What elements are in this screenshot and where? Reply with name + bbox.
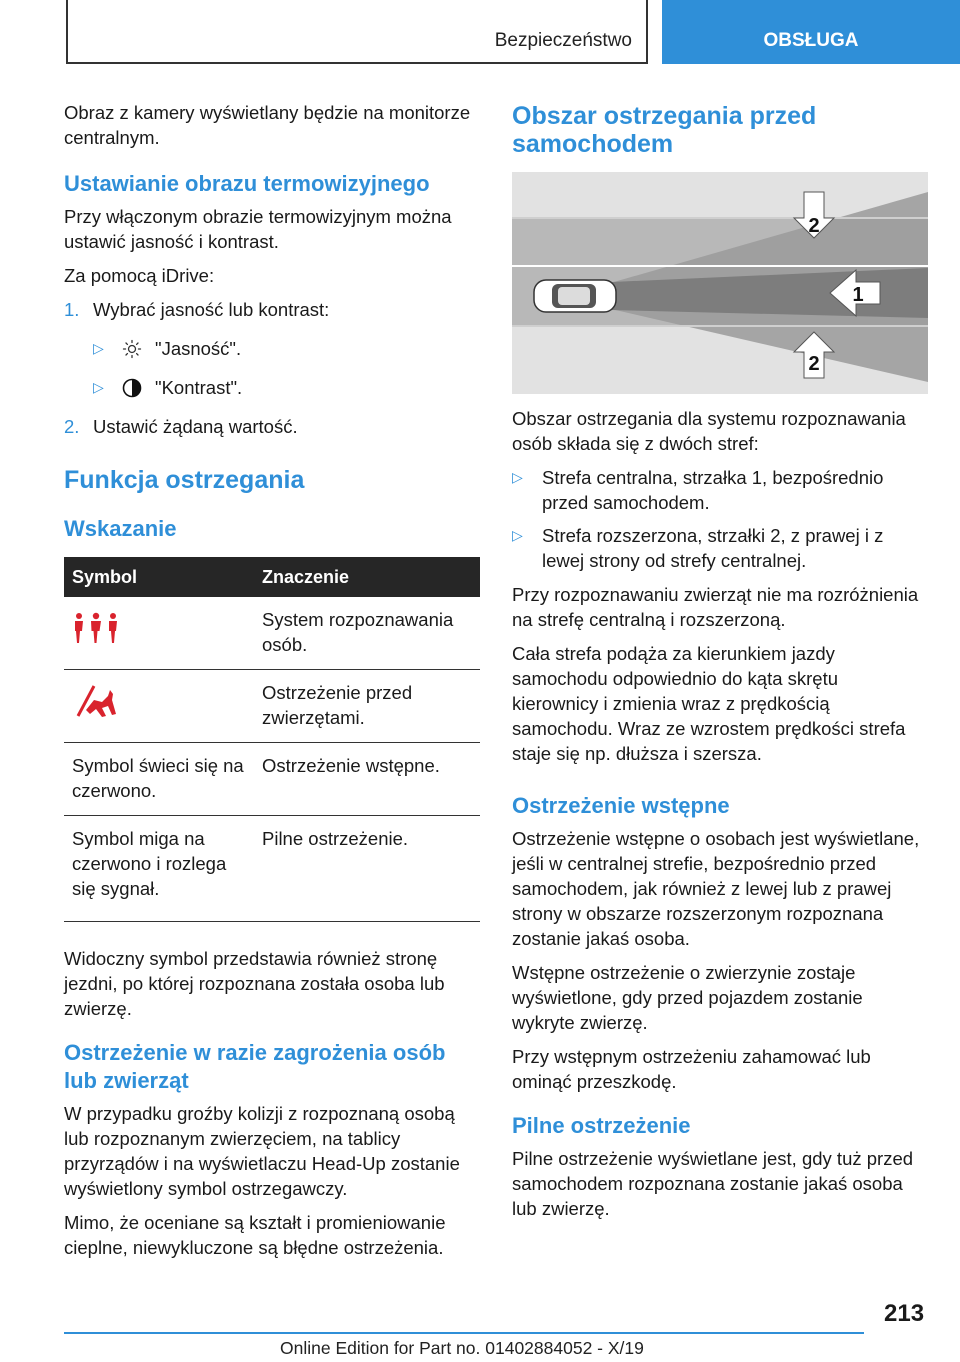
- list-item: [512, 523, 928, 573]
- idrive-text: Za pomocą iDrive:: [64, 265, 215, 286]
- heading-thermal-settings: Ustawianie obrazu termowizyjnego: [64, 171, 430, 196]
- table-header-meaning: Znaczenie: [254, 557, 480, 597]
- table-row: [64, 670, 480, 743]
- bullet-triangle-icon: ▷: [512, 527, 523, 543]
- step-number: 1.: [64, 299, 80, 320]
- step-text: Wybrać jasność lub kontrast:: [93, 299, 330, 320]
- urgent-warning-text: Pilne ostrzeżenie wyświetlane jest, gdy tuż przed samochodem rozpoznana zostanie jakaś osoba lub zwierzę.: [512, 1148, 914, 1219]
- diagram-label: 1: [852, 284, 864, 306]
- left-column: [64, 100, 480, 1269]
- brightness-icon: [121, 338, 143, 360]
- option-contrast: [93, 375, 480, 400]
- zone-text: Strefa centralna, strzałka 1, bezpośrednio przed samochodem.: [542, 467, 884, 513]
- list-item: [512, 465, 928, 515]
- option-brightness: [93, 336, 480, 361]
- option-contrast-label: "Kontrast".: [155, 377, 243, 398]
- symbol-text: Symbol miga na czerwono i rozlega się sygnał.: [64, 816, 254, 922]
- step-text: Ustawić żądaną wartość.: [93, 416, 298, 437]
- section-title: Bezpieczeństwo: [494, 30, 632, 51]
- diagram-label: 2: [808, 353, 820, 375]
- bullet-triangle-icon: ▷: [93, 379, 104, 395]
- heading-indication: Wskazanie: [64, 516, 177, 541]
- right-column: [512, 100, 928, 1230]
- symbol-table: [64, 557, 480, 922]
- heading-warning-function: Funkcja ostrzegania: [64, 466, 305, 494]
- bullet-triangle-icon: ▷: [512, 469, 523, 485]
- zones-list: [512, 465, 928, 573]
- zone-follow-text: Cała strefa podąża za kierunkiem jazdy samochodu odpowiednio do kąta skrętu kierownicy i zmienia wraz z prędkością samochodu. Wraz ze wzrostem prędkości strefa staje się np. dłuższa i szersza.: [512, 643, 906, 764]
- warning-area-diagram: [512, 172, 928, 394]
- step-item: [64, 297, 480, 400]
- diagram-label: 2: [808, 215, 820, 237]
- table-row: [64, 597, 480, 670]
- footer-edition: Online Edition for Part no. 01402884052 - X/19: [280, 1338, 644, 1358]
- car-icon: [534, 280, 616, 312]
- bullet-triangle-icon: ▷: [93, 340, 104, 356]
- chapter-tab: OBSŁUGA: [662, 0, 960, 64]
- step-number: 2.: [64, 416, 80, 437]
- table-row: [64, 816, 480, 922]
- meaning-text: Pilne ostrzeżenie.: [254, 816, 480, 922]
- thermal-settings-text: Przy włączonym obrazie termowizyjnym można ustawić jasność i kontrast.: [64, 206, 452, 252]
- sub-options: [93, 336, 480, 400]
- step-item: [64, 414, 480, 439]
- danger-warning-text-2: Mimo, że oceniane są kształt i promieniowanie cieplne, niewykluczone są błędne ostrzeżenia.: [64, 1212, 446, 1258]
- footer-divider: [64, 1332, 864, 1334]
- pre-warning-text-3: Przy wstępnym ostrzeżeniu zahamować lub ominąć przeszkodę.: [512, 1046, 871, 1092]
- steps-list: [64, 297, 480, 439]
- contrast-icon: [121, 377, 143, 399]
- animals-text: Przy rozpoznawaniu zwierząt nie ma rozróżnienia na strefę centralną i rozszerzoną.: [512, 584, 919, 630]
- option-brightness-label: "Jasność".: [155, 338, 242, 359]
- meaning-text: Ostrzeżenie wstępne.: [254, 743, 480, 816]
- meaning-text: Ostrzeżenie przed zwierzętami.: [254, 670, 480, 743]
- visible-symbol-text: Widoczny symbol przedstawia również stronę jezdni, po której rozpoznana została osoba lub zwierzę.: [64, 948, 445, 1019]
- header-box: [66, 0, 648, 64]
- table-header-symbol: Symbol: [64, 557, 254, 597]
- table-row: [64, 743, 480, 816]
- zone-text: Strefa rozszerzona, strzałki 2, z prawej i z lewej strony od strefy centralnej.: [542, 525, 884, 571]
- warning-area-text: Obszar ostrzegania dla systemu rozpoznawania osób składa się z dwóch stref:: [512, 408, 906, 454]
- meaning-text: System rozpoznawania osób.: [254, 597, 480, 670]
- symbol-text: Symbol świeci się na czerwono.: [64, 743, 254, 816]
- pedestrian-warning-icon: [72, 609, 120, 649]
- heading-danger-warning: Ostrzeżenie w razie zagrożenia osób lub zwierząt: [64, 1040, 446, 1093]
- heading-pre-warning: Ostrzeżenie wstępne: [512, 793, 730, 818]
- page-number: 213: [884, 1300, 925, 1327]
- animal-warning-icon: [72, 682, 120, 722]
- pre-warning-text-1: Ostrzeżenie wstępne o osobach jest wyświetlane, jeśli w centralnej strefie, bezpośrednio przed samochodem, jak również z lewej lub z prawej strony w obszarze rozszerzonym rozpoznana zostanie jakaś osoba.: [512, 828, 920, 949]
- intro-paragraph: Obraz z kamery wyświetlany będzie na monitorze centralnym.: [64, 102, 471, 148]
- danger-warning-text-1: W przypadku groźby kolizji z rozpoznaną osobą lub rozpoznanym zwierzęciem, na tablicy przyrządów i na wyświetlaczu Head-Up zostanie wyświetlony symbol ostrzegawczy.: [64, 1103, 460, 1199]
- heading-urgent-warning: Pilne ostrzeżenie: [512, 1113, 691, 1138]
- heading-warning-area: Obszar ostrzegania przed samochodem: [512, 102, 817, 158]
- pre-warning-text-2: Wstępne ostrzeżenie o zwierzynie zostaje wyświetlone, gdy przed pojazdem zostanie wykryte zwierzę.: [512, 962, 863, 1033]
